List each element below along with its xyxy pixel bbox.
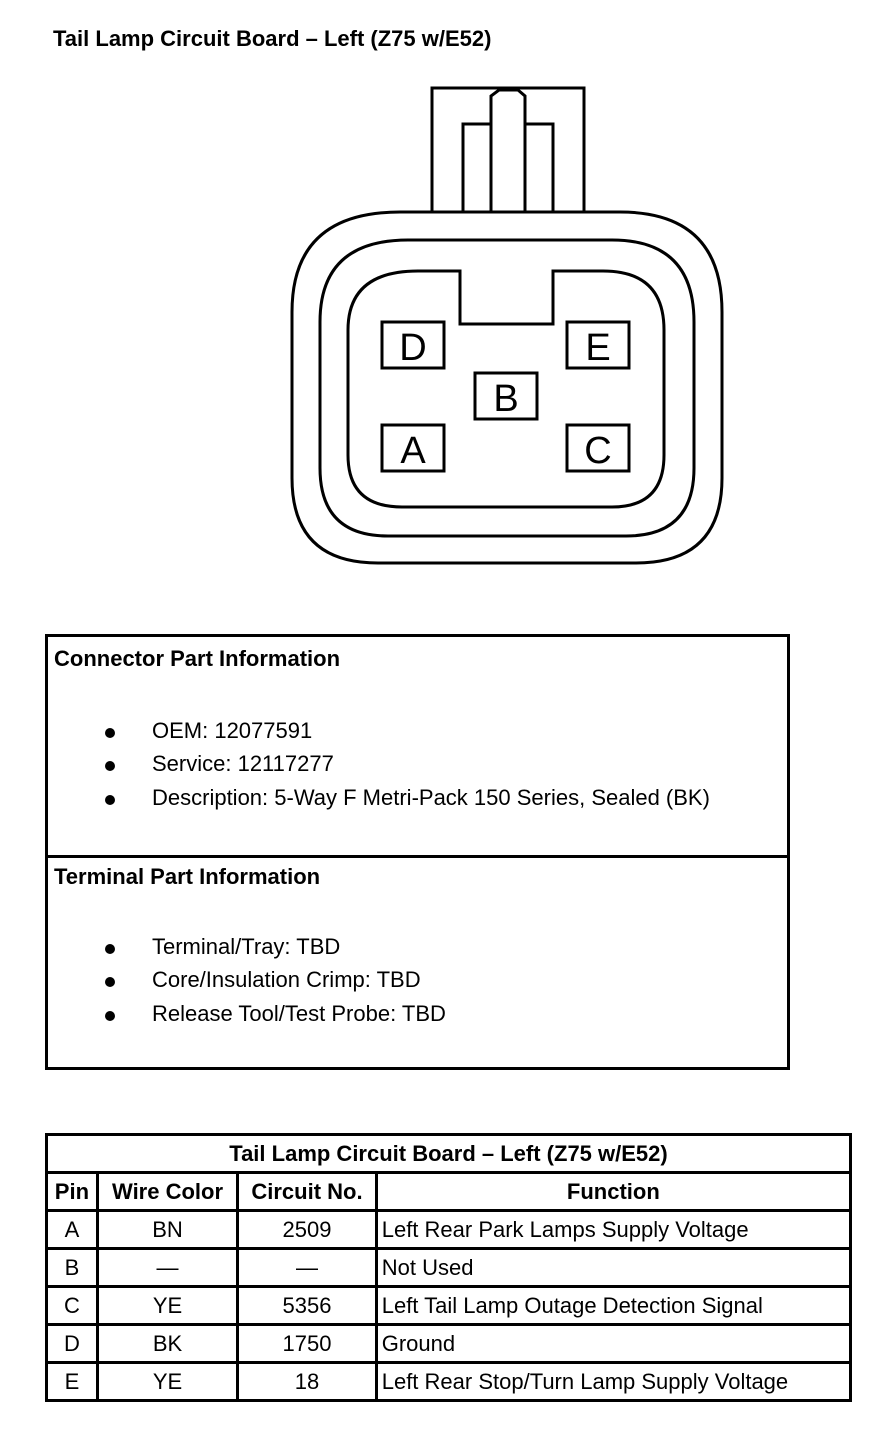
connector-info-oem: OEM: 12077591 xyxy=(152,718,313,743)
column-header-circuit-no: Circuit No. xyxy=(238,1173,376,1211)
svg-text:C: C xyxy=(584,430,612,472)
bullet-icon xyxy=(105,944,115,954)
function-cell: Ground xyxy=(376,1325,850,1363)
pinout-table xyxy=(45,1133,852,1402)
function-cell: Left Rear Park Lamps Supply Voltage xyxy=(376,1211,850,1249)
pin-cavity-b xyxy=(475,373,537,420)
connector-part-info-section xyxy=(48,637,787,858)
table-row xyxy=(47,1325,851,1363)
column-header-function: Function xyxy=(376,1173,850,1211)
svg-text:A: A xyxy=(400,430,426,472)
wire-color-cell: YE xyxy=(97,1363,237,1401)
connector-info-description: Description: 5-Way F Metri-Pack 150 Series, Sealed (BK) xyxy=(152,785,710,810)
svg-text:D: D xyxy=(399,327,427,369)
pin-cell: C xyxy=(47,1287,98,1325)
table-row xyxy=(47,1287,851,1325)
bullet-icon xyxy=(105,977,115,987)
table-row xyxy=(47,1363,851,1401)
circuit-no-cell: — xyxy=(238,1249,376,1287)
table-title-row xyxy=(47,1135,851,1173)
function-cell: Left Tail Lamp Outage Detection Signal xyxy=(376,1287,850,1325)
connector-latch xyxy=(432,88,584,212)
terminal-info-release-tool: Release Tool/Test Probe: TBD xyxy=(152,1001,446,1026)
wire-color-cell: BK xyxy=(97,1325,237,1363)
table-row xyxy=(47,1211,851,1249)
wire-color-cell: BN xyxy=(97,1211,237,1249)
bullet-icon xyxy=(105,728,115,738)
terminal-info-tray: Terminal/Tray: TBD xyxy=(152,934,341,959)
function-cell: Not Used xyxy=(376,1249,850,1287)
connector-face-diagram xyxy=(0,0,896,620)
table-row xyxy=(47,1249,851,1287)
part-information-box xyxy=(45,634,790,1070)
pin-cell: A xyxy=(47,1211,98,1249)
function-cell: Left Rear Stop/Turn Lamp Supply Voltage xyxy=(376,1363,850,1401)
wire-color-cell: YE xyxy=(97,1287,237,1325)
pin-cell: E xyxy=(47,1363,98,1401)
pin-cavity-d xyxy=(382,322,444,369)
terminal-part-info-heading: Terminal Part Information xyxy=(54,864,321,889)
svg-text:B: B xyxy=(493,378,519,420)
circuit-no-cell: 2509 xyxy=(238,1211,376,1249)
terminal-part-info-section xyxy=(48,855,787,1067)
table-header-row xyxy=(47,1173,851,1211)
circuit-no-cell: 5356 xyxy=(238,1287,376,1325)
pin-cavity-a xyxy=(382,425,444,472)
svg-text:E: E xyxy=(585,327,611,369)
bullet-icon xyxy=(105,795,115,805)
table-title: Tail Lamp Circuit Board – Left (Z75 w/E52) xyxy=(47,1135,851,1173)
circuit-no-cell: 1750 xyxy=(238,1325,376,1363)
page-title: Tail Lamp Circuit Board – Left (Z75 w/E52) xyxy=(53,26,492,51)
column-header-pin: Pin xyxy=(47,1173,98,1211)
pin-cell: B xyxy=(47,1249,98,1287)
pin-cavity-c xyxy=(567,425,629,472)
pin-cavity-e xyxy=(567,322,629,369)
connector-part-info-heading: Connector Part Information xyxy=(54,646,341,671)
column-header-wire-color: Wire Color xyxy=(97,1173,237,1211)
terminal-info-crimp: Core/Insulation Crimp: TBD xyxy=(152,967,421,992)
bullet-icon xyxy=(105,761,115,771)
connector-info-service: Service: 12117277 xyxy=(152,751,334,776)
circuit-no-cell: 18 xyxy=(238,1363,376,1401)
bullet-icon xyxy=(105,1011,115,1021)
wire-color-cell: — xyxy=(97,1249,237,1287)
pin-cell: D xyxy=(47,1325,98,1363)
